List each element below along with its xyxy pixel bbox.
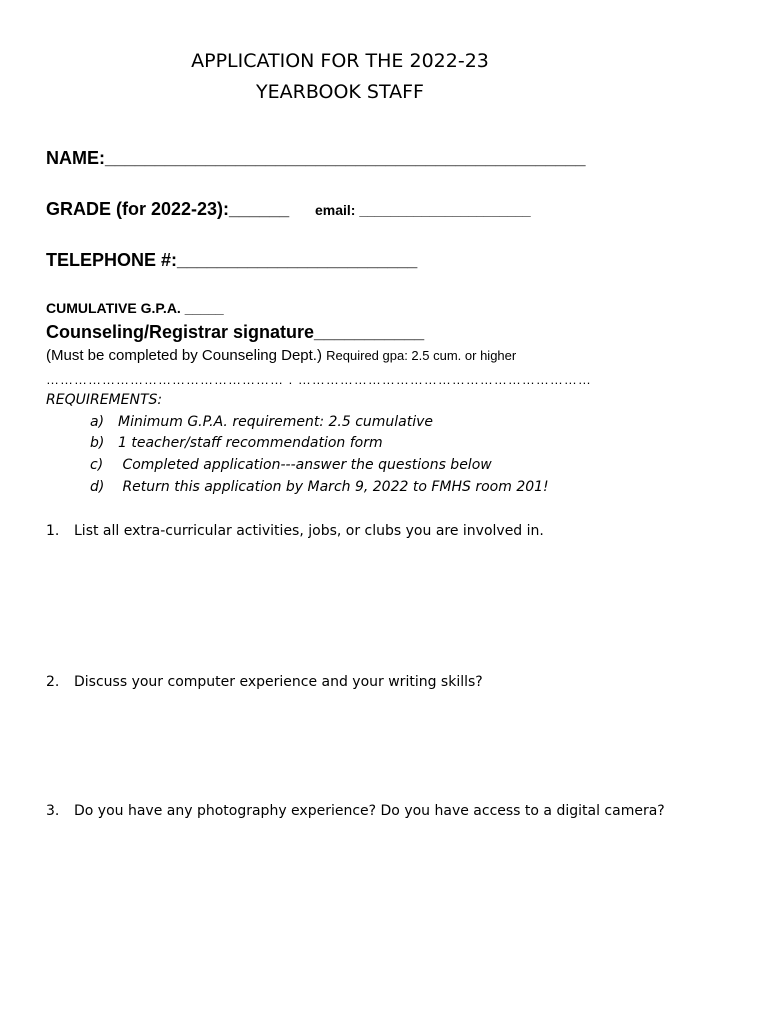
- requirement-text: 1 teacher/staff recommendation form: [118, 435, 383, 451]
- counseling-signature-field: Counseling/Registrar signature___________: [46, 322, 425, 342]
- title-line-1: APPLICATION FOR THE 2022-23: [191, 50, 489, 72]
- question-text: Discuss your computer experience and your writing skills?: [74, 674, 483, 690]
- requirement-letter: a): [90, 414, 105, 430]
- requirement-letter: d): [90, 479, 105, 495]
- requirement-letter: b): [90, 435, 105, 451]
- signature-note: [46, 347, 516, 364]
- requirement-item: [90, 479, 549, 495]
- question-text: Do you have any photography experience? Do you have access to a digital camera?: [74, 803, 665, 819]
- email-field: email: ______________________: [315, 202, 531, 218]
- question-1: [46, 523, 544, 539]
- question-3: [46, 803, 665, 819]
- question-number: 1.: [46, 523, 60, 539]
- dotted-separator: …………………………………………… . ………………………………………………………: [46, 372, 592, 387]
- title-line-2: YEARBOOK STAFF: [256, 81, 424, 103]
- grade-field: GRADE (for 2022-23):______: [46, 199, 290, 219]
- required-gpa-note: Required gpa: 2.5 cum. or higher: [326, 348, 517, 363]
- requirement-text: Return this application by March 9, 2022 to FMHS room 201!: [118, 479, 549, 495]
- requirement-item: [90, 414, 433, 430]
- requirements-heading: REQUIREMENTS:: [46, 392, 163, 408]
- requirement-text: Completed application---answer the questions below: [118, 457, 492, 473]
- signature-note-text: (Must be completed by Counseling Dept.): [46, 347, 322, 364]
- name-field: NAME:________________________________________________: [46, 148, 586, 168]
- question-2: [46, 674, 483, 690]
- requirement-text: Minimum G.P.A. requirement: 2.5 cumulative: [118, 414, 434, 430]
- gpa-field: CUMULATIVE G.P.A. _____: [46, 300, 224, 316]
- question-number: 3.: [46, 803, 60, 819]
- requirement-item: [90, 457, 492, 473]
- question-number: 2.: [46, 674, 60, 690]
- requirement-letter: c): [90, 457, 104, 473]
- requirement-item: [90, 435, 383, 451]
- telephone-field: TELEPHONE #:________________________: [46, 250, 418, 270]
- question-text: List all extra-curricular activities, jobs, or clubs you are involved in.: [74, 523, 544, 539]
